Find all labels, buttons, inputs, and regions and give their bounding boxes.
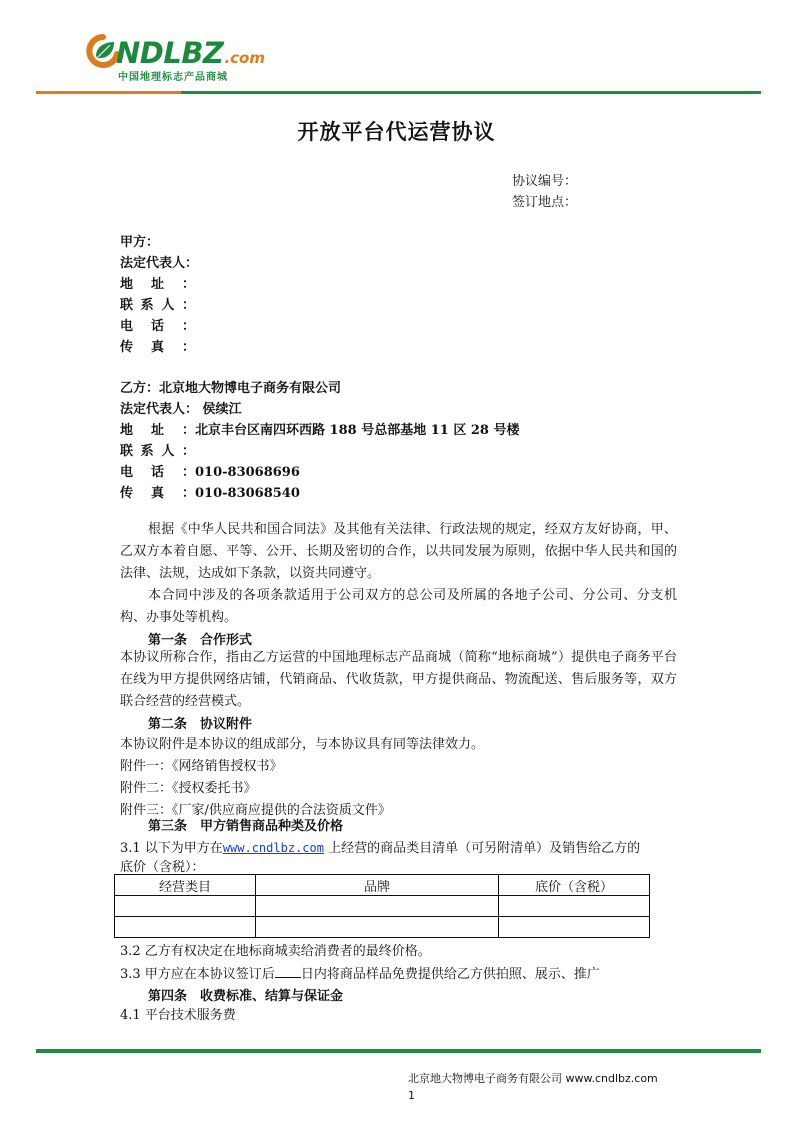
table-header-brand: 品牌 (256, 875, 499, 896)
clause-3-1: 3.1 以下为甲方在www.cndlbz.com 上经营的商品类目清单（可另附清单）及销售给乙方的 (120, 841, 641, 856)
table-cell (499, 896, 650, 917)
table-row (115, 917, 650, 938)
party-a-phone: 电话： (120, 319, 195, 334)
document-title: 开放平台代运营协议 (297, 120, 496, 144)
table-cell (499, 917, 650, 938)
table-cell (256, 917, 499, 938)
clause-3-2: 3.2 乙方有权决定在地标商城卖给消费者的最终价格。 (120, 944, 431, 959)
article-1-title: 第一条 合作形式 (148, 633, 253, 648)
attachment-3: 附件三：《厂家/供应商应提供的合法资质文件》 (120, 803, 391, 818)
table-header-row (115, 875, 650, 896)
intro-paragraph: 根据《中华人民共和国合同法》及其他有关法律、行政法规的规定，经双方友好协商，甲、乙双方本着自愿、平等、公开、长期及密切的合作，以共同发展为原则，依据中华人民共和国的法律、法规，达成如下条款，以资共同遵守。 (120, 522, 677, 581)
signing-place: 签订地点： (512, 195, 578, 210)
article-2-text: 本协议附件是本协议的组成部分，与本协议具有同等法律效力。 (120, 737, 485, 752)
clause-3-1-cont: 底价（含税）： (120, 860, 205, 875)
logo (86, 34, 266, 84)
agreement-number: 协议编号： (512, 174, 578, 189)
party-a-label: 甲方： (120, 235, 160, 250)
logo-subtitle: 中国地理标志产品商城 (118, 72, 228, 83)
footer-rule (36, 1049, 761, 1053)
table-header-price: 底价（含税） (499, 875, 650, 896)
party-a-contact: 联系人： (120, 298, 195, 313)
header-rule-orange (36, 91, 181, 94)
logo-leaf-icon (86, 34, 120, 68)
party-b-label: 乙方：北京地大物博电子商务有限公司 (120, 381, 342, 396)
party-b-representative: 法定代表人： 侯续江 (120, 402, 242, 417)
blank-days (275, 965, 301, 978)
party-a-representative: 法定代表人： (120, 256, 199, 271)
table-row (115, 896, 650, 917)
party-b-phone: 电话：010-83068696 (120, 465, 300, 480)
attachment-2: 附件二：《授权委托书》 (120, 781, 257, 796)
article-3-title: 第三条 甲方销售商品种类及价格 (148, 819, 344, 834)
article-2-title: 第二条 协议附件 (148, 717, 253, 732)
price-table (114, 874, 650, 938)
logo-wordmark: NDLBZ (116, 36, 224, 70)
party-b-fax: 传真：010-83068540 (120, 486, 300, 501)
site-link[interactable]: www.cndlbz.com (222, 841, 324, 855)
logo-domain: .com (224, 49, 265, 67)
article-1-text: 本协议所称合作，指由乙方运营的中国地理标志产品商城（简称“地标商城”）提供电子商务平台在线为甲方提供网络店铺，代销商品、代收货款，甲方提供商品、物流配送、售后服务等，双方联合经营的经营模式。 (120, 650, 677, 709)
clause-4-1: 4.1 平台技术服务费 (120, 1008, 236, 1023)
article-4-title: 第四条 收费标准、结算与保证金 (148, 989, 344, 1004)
party-b-contact: 联系人： (120, 444, 195, 459)
attachment-1: 附件一：《网络销售授权书》 (120, 759, 283, 774)
party-a-fax: 传真： (120, 340, 195, 355)
table-cell (115, 917, 256, 938)
party-b-address: 地址：北京丰台区南四环西路 188 号总部基地 11 区 28 号楼 (120, 423, 520, 438)
table-cell (115, 896, 256, 917)
page-number: 1 (408, 1089, 415, 1102)
clause-3-3: 3.3 甲方应在本协议签订后 日内将商品样品免费提供给乙方供拍照、展示、推广 (120, 967, 600, 982)
header-rule-green (181, 91, 761, 94)
table-header-category: 经营类目 (115, 875, 256, 896)
party-a-address: 地址： (120, 277, 195, 292)
scope-paragraph: 本合同中涉及的各项条款适用于公司双方的总公司及所属的各地子公司、分公司、分支机构、办事处等机构。 (120, 588, 677, 625)
footer-company: 北京地大物博电子商务有限公司 www.cndlbz.com (408, 1072, 658, 1085)
table-cell (256, 896, 499, 917)
